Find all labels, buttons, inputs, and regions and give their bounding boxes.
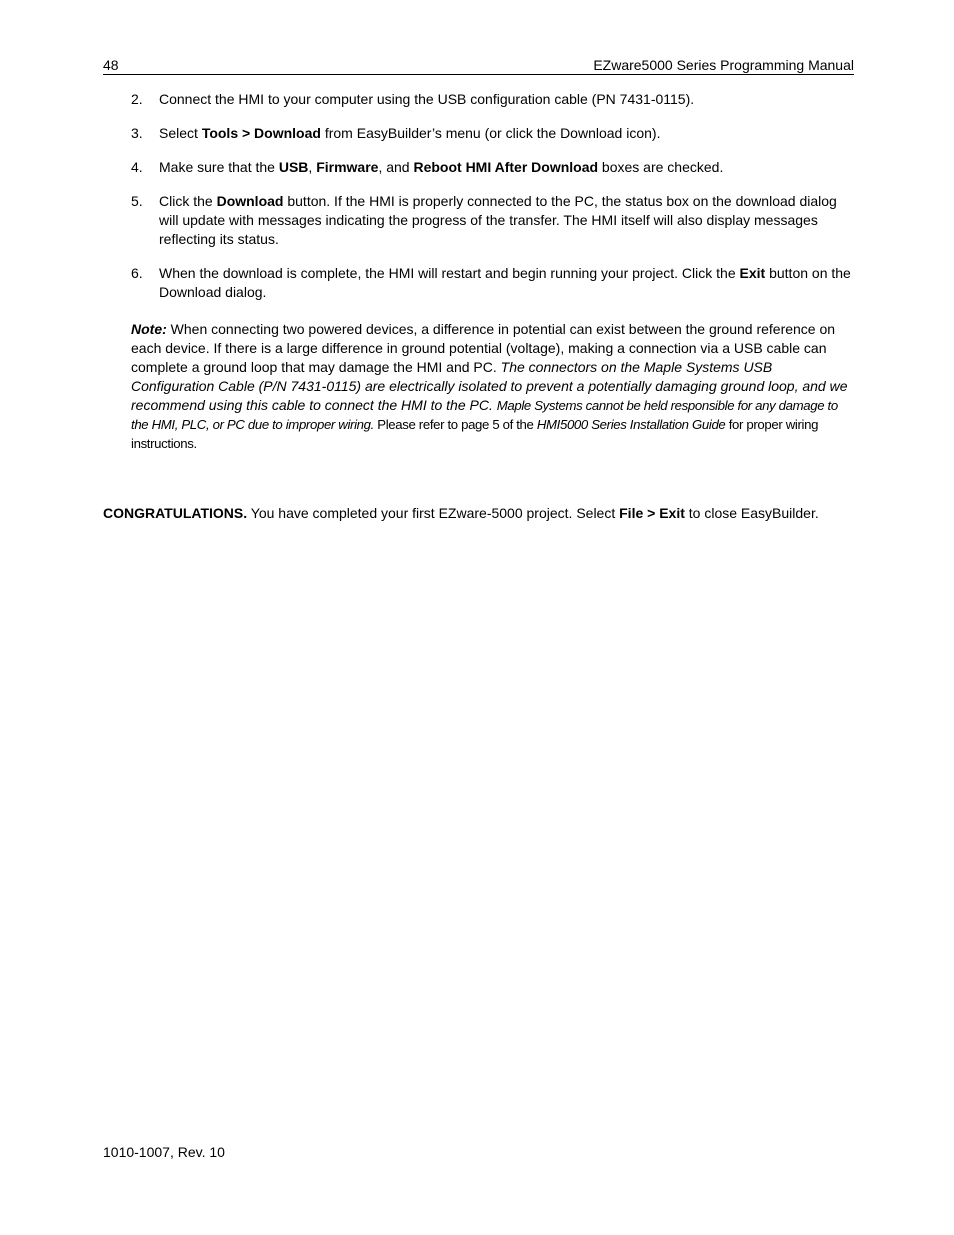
menu-path-text: File > Exit [619,505,685,521]
note-text: for proper wiring instructions. [131,417,819,451]
button-name-exit: Exit [739,265,766,281]
manual-title: EZware5000 Series Programming Manual [593,57,854,73]
note-disclaimer: Maple Systems cannot be held responsible for any damage to the HMI, PLC, or PC due to improper wiring. [131,398,838,432]
step-text: button. If the HMI is properly connected to the PC, the status box on the download dialog will update with messages indicating the progress of the transfer. The HMI itself will also display messages reflecting its status. [159,193,837,247]
menu-path-text: Tools > Download [201,125,321,141]
button-name-download: Download [216,193,284,209]
list-item [103,124,855,143]
step-text: Select [159,125,202,141]
list-item [103,192,855,249]
note-text: When connecting two powered devices, a difference in potential can exist between the ground reference on each device. If there is a large difference in ground potential (voltage), making a connection via a USB cable can complete a ground loop that may damage the HMI and PC. [131,321,836,375]
step-number: 6. [131,265,143,281]
checkbox-name-reboot: Reboot HMI After Download [413,159,599,175]
step-text: button on the Download dialog. [159,265,851,300]
page-footer: 1010-1007, Rev. 10 [103,1144,225,1160]
congratulations-paragraph [103,504,855,523]
list-item [103,158,855,177]
congrats-label: CONGRATULATIONS. [103,505,248,521]
instruction-list [103,90,855,317]
list-item [103,264,855,302]
note-text: Please refer to page 5 of the [373,417,537,432]
guide-title: HMI5000 Series Installation Guide [536,417,726,432]
checkbox-name-usb: USB [278,159,309,175]
note-paragraph [131,320,855,453]
step-number: 2. [131,91,143,107]
step-text: boxes are checked. [598,159,724,175]
step-number: 4. [131,159,143,175]
congrats-text: to close EasyBuilder. [684,505,819,521]
step-text: from EasyBuilder’s menu (or click the Download icon). [320,125,661,141]
step-text: , [308,159,317,175]
page-header [103,57,854,75]
step-number: 3. [131,125,143,141]
note-label: Note: [131,321,167,337]
step-text: Make sure that the [159,159,279,175]
step-text: , and [378,159,414,175]
note-italic-text: The connectors on the Maple Systems USB Configuration Cable (P/N 7431-0115) are electrically isolated to prevent a potentially damaging ground loop, and we recommend using this cable to connect the HMI to the PC. [131,359,848,413]
step-number: 5. [131,193,143,209]
step-text: When the download is complete, the HMI will restart and begin running your project. Click the [159,265,740,281]
step-text: Click the [159,193,217,209]
step-text: Connect the HMI to your computer using the USB configuration cable (PN 7431-0115). [159,91,695,107]
checkbox-name-firmware: Firmware [316,159,379,175]
page-number: 48 [103,57,119,73]
list-item [103,90,855,109]
congrats-text: You have completed your first EZware-5000 project. Select [247,505,620,521]
